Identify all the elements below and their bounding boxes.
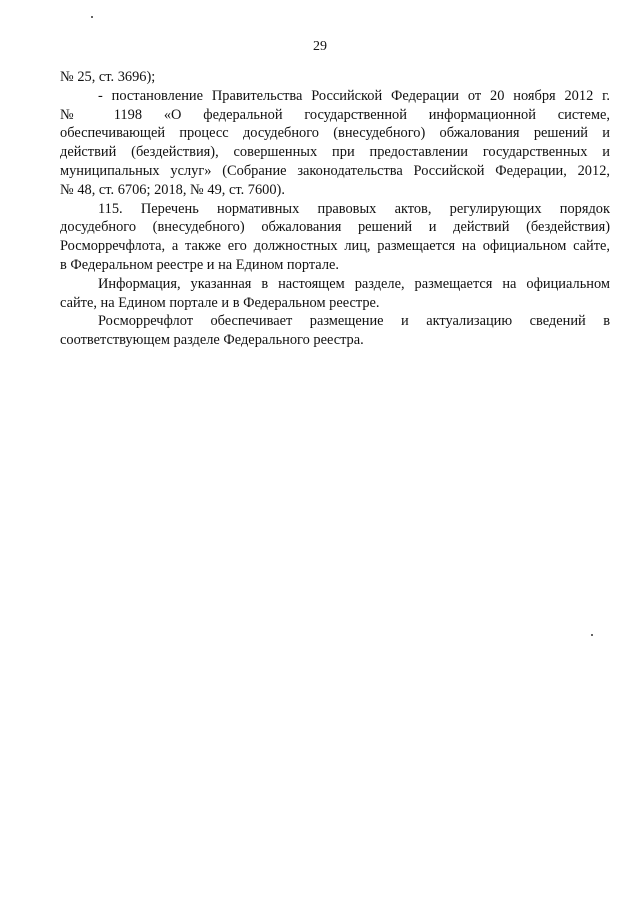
paragraph-rosmorrechflot — [60, 312, 610, 350]
scan-speck-right — [591, 634, 593, 636]
paragraph-decree-1198 — [60, 87, 610, 200]
text-line: № 1198 «О федеральной государственной информационной системе, — [60, 106, 610, 123]
paragraph-115 — [60, 200, 610, 275]
text-line: в Федеральном реестре и на Едином портале. — [60, 256, 339, 273]
text-line: 115. Перечень нормативных правовых актов, регулирующих порядок — [98, 200, 610, 217]
text-line: досудебного (внесудебного) обжалования решений и действий (бездействия) — [60, 219, 610, 236]
text-line: действий (бездействия), совершенных при предоставлении государственных и — [60, 144, 610, 161]
text-line: № 48, ст. 6706; 2018, № 49, ст. 7600). — [60, 181, 285, 198]
text-line: Росморречфлот обеспечивает размещение и актуализацию сведений в — [98, 313, 610, 330]
paragraph-citation-end — [60, 68, 610, 87]
text-line: - постановление Правительства Российской Федерации от 20 ноября 2012 г. — [98, 87, 610, 104]
text-line: Росморречфлота, а также его должностных лиц, размещается на официальном сайте, — [60, 238, 610, 255]
text-line: обеспечивающей процесс досудебного (внесудебного) обжалования решений и — [60, 125, 610, 142]
text-line: сайте, на Едином портале и в Федеральном реестре. — [60, 294, 380, 311]
page-number: 29 — [313, 39, 327, 54]
text-line: муниципальных услуг» (Собрание законодательства Российской Федерации, 2012, — [60, 162, 610, 179]
paragraph-information — [60, 275, 610, 313]
document-body — [60, 68, 610, 350]
text-line: соответствующем разделе Федерального реестра. — [60, 332, 364, 349]
scan-speck-top — [91, 16, 93, 18]
text-line: № 25, ст. 3696); — [60, 69, 156, 85]
text-line: Информация, указанная в настоящем разделе, размещается на официальном — [98, 275, 610, 292]
